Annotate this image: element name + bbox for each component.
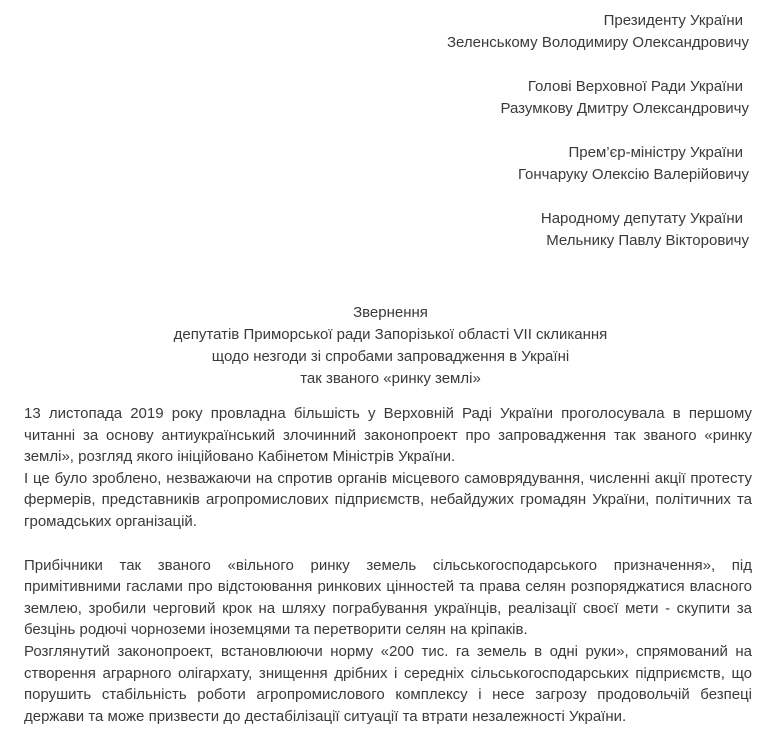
paragraph-1: 13 листопада 2019 року провладна більшість у Верховній Раді України проголосувала в першому читанні за основу антиукраїнський злочинний законопроект про запровадження так званого «ринку землі», розгляд якого ініційовано Кабінетом Міністрів України. (24, 405, 752, 466)
addressee-president (447, 10, 749, 54)
document-body (24, 403, 752, 727)
addressee-name: Мельнику Павлу Вікторовичу (546, 232, 749, 249)
paragraph-2: І це було зроблено, незважаючи на спротив органів місцевого самоврядування, численні акції протесту фермерів, представників агропромислових підприємств, небайдужих громадян України, політичних та громадських організацій. (24, 469, 752, 530)
addressee-name: Разумкову Дмитру Олександровичу (500, 100, 749, 117)
addressee-parliament-head (447, 76, 749, 120)
addressee-post: Народному депутату України (540, 210, 743, 227)
title-line-2: депутатів Приморської ради Запорізької області VII скликання (173, 326, 608, 343)
addressee-post: Прем’єр-міністру України (568, 144, 743, 161)
document-title (0, 302, 781, 390)
addressee-prime-minister (447, 142, 749, 186)
addressee-deputy (447, 208, 749, 252)
paragraph-4: Розглянутий законопроект, встановлюючи норму «200 тис. га земель в одні руки», спрямований на створення аграрного олігархату, знищення дрібних і середніх сільськогосподарських підприємств, що порушить стабільність роботи агропромислового комплексу і несе загрозу продовольчій безпеці держави та може призвести до дестабілізації ситуації та втрати незалежності України. (24, 642, 752, 725)
addressee-name: Гончаруку Олексію Валерійовичу (517, 166, 749, 183)
paragraph-spacer (24, 533, 752, 555)
title-line-1: Звернення (353, 304, 428, 321)
addressee-post: Голові Верховної Ради України (527, 78, 743, 95)
paragraph-3: Прибічники так званого «вільного ринку земель сільськогосподарського призначення», під примітивними гаслами про відстоювання ринкових цінностей та права селян розпоряджатися власного землею, зробили черговий крок на шляху пограбування українців, реалізації своєї мети - скупити за безцінь родючі чорноземи іноземцями та перетворити селян на кріпаків. (24, 556, 752, 639)
addressee-block (447, 10, 749, 274)
title-line-3: щодо незгоди зі спробами запровадження в Україні (211, 348, 570, 365)
addressee-name: Зеленському Володимиру Олександровичу (447, 34, 749, 51)
title-line-4: так званого «ринку землі» (300, 370, 481, 387)
addressee-post: Президенту України (603, 12, 743, 29)
